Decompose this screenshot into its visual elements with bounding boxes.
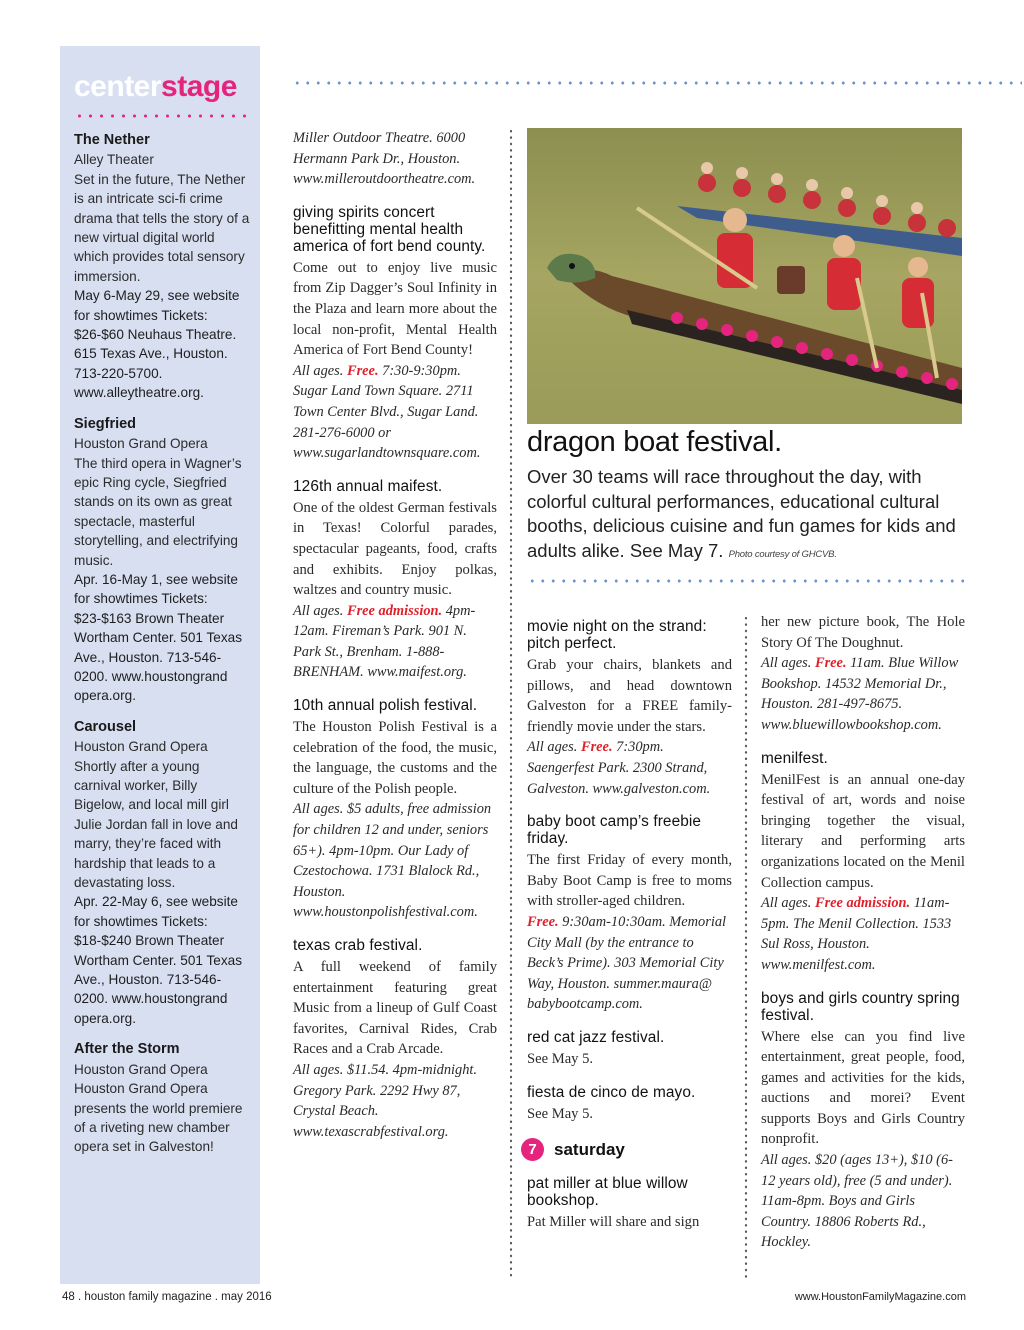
event-title: giving spirits concert benefitting mental health america of fort bend county.: [293, 203, 486, 255]
event-item: [527, 1029, 732, 1070]
sidebar-entry: [74, 718, 250, 1029]
website-link[interactable]: www.HoustonFamilyMagazine.com: [794, 1291, 966, 1303]
event-title: 126th annual maifest.: [293, 477, 443, 495]
dragon-boat-photo: [527, 128, 962, 424]
entry-description: Houston Grand Opera presents the world premiere of a riveting new chamber opera set in Galveston!: [74, 1081, 243, 1155]
brand-part2: stage: [161, 70, 237, 103]
event-body: Come out to enjoy live music from Zip Dagger’s Soul Infinity in the Plaza and learn more about the local non-profit, Mental Health America of Fort Bend County!: [293, 259, 497, 359]
event-details: [293, 601, 497, 683]
event-title: red cat jazz festival.: [527, 1028, 665, 1046]
details-pre: All ages.: [527, 739, 581, 756]
entry-venue: Houston Grand Opera: [74, 739, 208, 755]
centerstage-sidebar: [60, 46, 260, 1284]
event-details: All ages. $20 (ages 13+), $10 (6-12 years old), free (5 and under). 11am-8pm. Boys and Girls Country. 18806 Roberts Rd., Hockley.: [761, 1152, 953, 1251]
event-title: fiesta de cinco de mayo.: [527, 1083, 696, 1101]
entry-title: Siegfried: [74, 415, 137, 432]
event-body: MenilFest is an annual one-day festival of art, words and noise bringing together the visual, literary and performing arts organizations located on the Menil Collection campus.: [761, 771, 965, 891]
event-details: Miller Outdoor Theatre. 6000 Hermann Park Dr., Houston. www.milleroutdoortheatre.com.: [293, 130, 476, 188]
entry-description: Shortly after a young carnival worker, Billy Bigelow, and local mill girl Julie Jordan fall in love and marry, they’re faced with hardship that leads to a devastating loss.: [74, 758, 238, 891]
free-label: Free.: [527, 913, 559, 930]
free-label: Free.: [580, 739, 613, 756]
free-label: Free.: [346, 362, 379, 379]
details-text: 4pm-12am. Fireman’s Park. 901 N. Park St., Brenham. 1-888-BRENHAM. www.maifest.org.: [293, 602, 476, 681]
event-item: [293, 697, 497, 923]
event-item: [761, 990, 965, 1254]
entry-details: Apr. 22-May 6, see website for showtimes Tickets: $18-$240 Brown Theater Wortham Center. 501 Texas Ave., Houston. 713-546-0200. www.houstongrand opera.org.: [74, 894, 242, 1026]
centerstage-logo: [74, 70, 250, 104]
column-divider: [744, 615, 748, 1278]
details-pre: All ages.: [293, 602, 347, 619]
event-continuation: [293, 128, 497, 190]
event-item: [527, 1175, 732, 1233]
event-body: A full weekend of family entertainment featuring great Music from a lineup of Gulf Coast favorites, Carnival Rides, Crab Races and a Crab Arcade.: [293, 959, 497, 1058]
day-label: saturday: [554, 1139, 625, 1159]
event-body: See May 5.: [527, 1050, 594, 1067]
entry-title: Carousel: [74, 718, 137, 735]
event-title: boys and girls country spring festival.: [761, 989, 960, 1024]
event-body: Grab your chairs, blankets and pillows, and head downtown Galveston for a FREE family-friendly movie under the stars.: [527, 657, 732, 735]
event-body: The Houston Polish Festival is a celebration of the food, the music, the language, the customs and the culture of the Polish people.: [293, 719, 497, 797]
dragon-boat-illustration: [527, 128, 962, 424]
entry-venue: Houston Grand Opera: [74, 436, 208, 452]
entry-description: Set in the future, The Nether is an intricate sci-fi crime drama that tells the story of a new virtual digital world which provides total sensory immersion.: [74, 171, 250, 284]
details-text: 7:30pm. Saengerfest Park. 2300 Strand, Galveston. www.galveston.com.: [527, 739, 711, 797]
top-divider: [292, 80, 1022, 86]
event-item: [527, 618, 732, 799]
entry-venue: Houston Grand Opera: [74, 1061, 208, 1077]
event-item: [761, 750, 965, 976]
details-text: 7:30-9:30pm. Sugar Land Town Square. 2711 Town Center Blvd., Sugar Land. 281-276-6000 or www.sugarlandtownsquare.com.: [293, 362, 481, 462]
event-body: The first Friday of every month, Baby Boot Camp is free to moms with stroller-aged children.: [527, 852, 732, 910]
feature-divider: [527, 578, 964, 584]
entry-details: May 6-May 29, see website for showtimes Tickets: $26-$60 Neuhaus Theatre. 615 Texas Ave., Houston. 713-220-5700. www.alleytheatre.org.: [74, 288, 240, 401]
feature-text: Over 30 teams will race throughout the day, with colorful cultural performances, educational cultural booths, delicious cuisine and fun games for kids and adults alike. See May 7.: [527, 466, 956, 561]
details-text: 11am. Blue Willow Bookshop. 14532 Memorial Dr., Houston. 281-497-8675. www.bluewillowbookshop.com.: [761, 655, 959, 733]
sidebar-entry: [74, 131, 250, 403]
event-details: [527, 912, 732, 1015]
event-title: baby boot camp’s freebie friday.: [527, 813, 702, 848]
event-details: [761, 653, 965, 735]
column-divider: [509, 128, 513, 1278]
details-pre: All ages.: [761, 655, 815, 672]
event-body: her new picture book, The Hole Story Of The Doughnut.: [761, 614, 965, 651]
event-continuation: [761, 612, 965, 736]
entry-title: After the Storm: [74, 1041, 180, 1058]
event-details: All ages. $5 adults, free admission for children 12 and under, seniors 65+). 4pm-10pm. Our Lady of Czestochowa. 1731 Blalock Rd., Houston. www.houstonpolishfestival.com.: [293, 801, 492, 921]
details-text: 9:30am-10:30am. Memorial City Mall (by the entrance to Beck’s Prime). 303 Memorial City Way, Houston. summer.maura@ babybootcamp.com.: [527, 913, 727, 1013]
sidebar-entry: [74, 415, 250, 706]
day-number-badge: 7: [521, 1138, 544, 1161]
entry-title: The Nether: [74, 132, 150, 148]
photo-credit: Photo courtesy of GHCVB.: [728, 548, 837, 560]
event-item: [293, 937, 497, 1142]
event-details: [293, 361, 497, 464]
entry-venue: Alley Theater: [74, 152, 154, 168]
feature-title: dragon boat festival.: [527, 426, 782, 458]
feature-body: [527, 465, 967, 567]
event-item: [293, 204, 497, 464]
events-column-4: [761, 612, 965, 1267]
entry-description: The third opera in Wagner’s epic Ring cycle, Siegfried stands on its own as great spectacle, masterful storytelling, and electrifying music.: [74, 455, 242, 568]
event-body: Where else can you find live entertainment, great people, food, games and activities for the kids, auctions and morei? Event supports Boys and Girls Country nonprofit.: [761, 1028, 965, 1148]
details-pre: All ages.: [761, 895, 815, 912]
event-title: movie night on the strand: pitch perfect.: [527, 618, 707, 652]
event-body: Pat Miller will share and sign: [527, 1214, 700, 1231]
day-heading: [527, 1138, 732, 1161]
event-details: [761, 893, 965, 975]
event-item: [293, 478, 497, 683]
event-body: One of the oldest German festivals in Texas! Colorful parades, spectacular pageants, food, crafts and exhibits. Enjoy polkas, waltzes and country music.: [293, 499, 497, 599]
brand-divider: [74, 113, 246, 119]
sidebar-entry: [74, 1040, 250, 1156]
event-details: All ages. $11.54. 4pm-midnight. Gregory Park. 2292 Hwy 87, Crystal Beach. www.texascrabfestival.org.: [293, 1061, 477, 1140]
event-title: menilfest.: [761, 749, 828, 767]
free-label: Free admission.: [346, 602, 443, 619]
details-pre: All ages.: [293, 362, 347, 379]
event-title: texas crab festival.: [293, 937, 423, 954]
entry-details: Apr. 16-May 1, see website for showtimes Tickets: $23-$163 Brown Theater Wortham Center. 501 Texas Ave., Houston. 713-546-0200. www.houstongrand opera.org.: [74, 571, 242, 704]
event-item: [527, 813, 732, 1015]
event-title: 10th annual polish festival.: [293, 697, 478, 715]
page-footer-left: 48 . houston family magazine . may 2016: [62, 1291, 272, 1303]
free-label: Free.: [814, 655, 847, 672]
event-item: [527, 1084, 732, 1125]
free-label: Free admission.: [814, 895, 911, 912]
brand-part1: center: [74, 70, 162, 103]
events-column-2: [293, 128, 497, 1156]
event-body: See May 5.: [527, 1105, 594, 1122]
details-text: 11am-5pm. The Menil Collection. 1533 Sul Ross, Houston. www.menilfest.com.: [761, 895, 952, 973]
events-column-3: [527, 618, 732, 1247]
event-title: pat miller at blue willow bookshop.: [527, 1175, 688, 1210]
event-details: [527, 737, 732, 799]
